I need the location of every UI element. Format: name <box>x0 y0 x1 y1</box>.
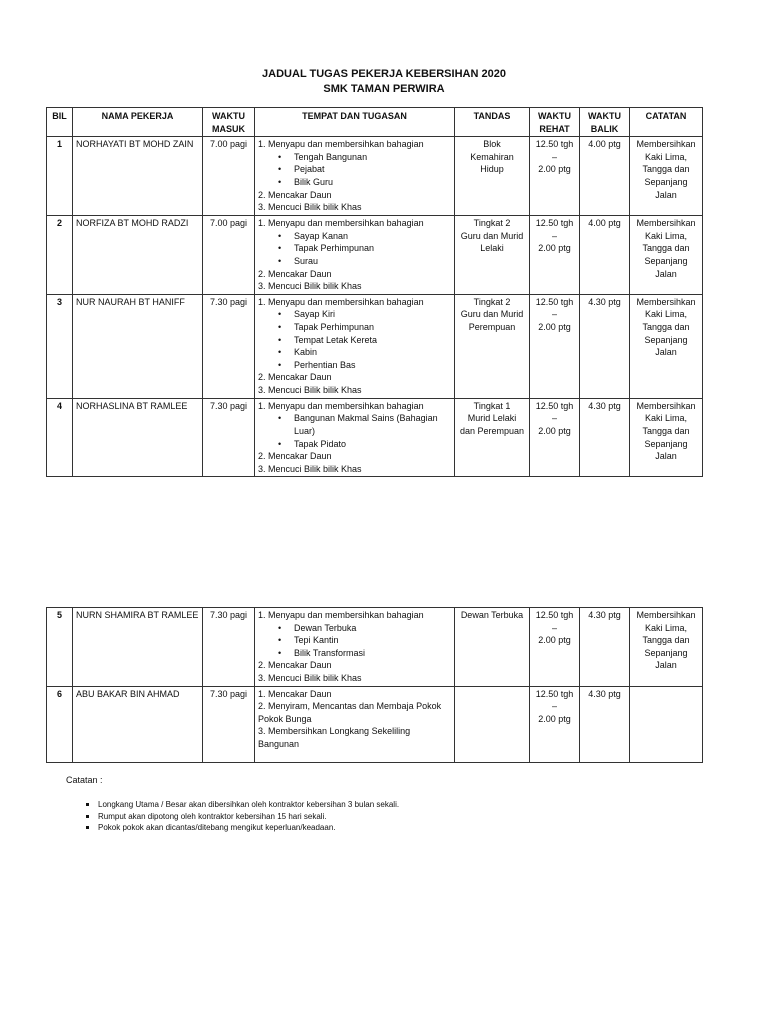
cell-tempat-tugasan <box>255 137 455 216</box>
header-bil: BIL <box>47 108 73 137</box>
rehat-line: 12.50 tgh <box>535 400 574 411</box>
catatan-line: Sepanjang <box>644 255 688 266</box>
task-text: Tepi Kantin <box>294 635 339 646</box>
note-text: Pokok pokok akan dicantas/ditebang mengikut keperluan/keadaan. <box>98 823 336 832</box>
bullet-icon: • <box>278 347 282 358</box>
task-text: Sayap Kiri <box>294 309 336 320</box>
task-text: Sayap Kanan <box>294 230 349 241</box>
cell-waktu-balik: 4.30 ptg <box>580 608 630 687</box>
catatan-line: Jalan <box>655 268 677 279</box>
task-item: 2. Mencakar Daun <box>258 268 332 279</box>
note-text: Longkang Utama / Besar akan dibersihkan oleh kontraktor kebersihan 3 bulan sekali. <box>98 800 400 809</box>
catatan-line: Sepanjang <box>644 647 688 658</box>
rehat-line: 12.50 tgh <box>535 296 574 307</box>
task-item: 1. Menyapu dan membersihkan bahagian <box>258 296 424 307</box>
bullet-icon: • <box>278 243 282 254</box>
rehat-line: – <box>551 622 557 633</box>
cell-waktu-balik: 4.30 ptg <box>580 398 630 477</box>
task-item: 3. Mencuci Bilik bilik Khas <box>258 281 362 292</box>
catatan-line: Tangga dan <box>642 321 690 332</box>
header-waktu-balik: WAKTU BALIK <box>580 108 630 137</box>
task-text: Tapak Perhimpunan <box>294 243 375 254</box>
task-text: Tapak Pidato <box>294 438 347 449</box>
cell-waktu-masuk: 7.30 pagi <box>203 608 255 687</box>
task-item: 2. Mencakar Daun <box>258 660 332 671</box>
cell-waktu-rehat <box>530 608 580 687</box>
bullet-icon: • <box>278 151 282 162</box>
task-text: Kabin <box>294 347 318 358</box>
catatan-line: Tangga dan <box>642 243 690 254</box>
rehat-line: 2.00 ptg <box>538 425 571 436</box>
task-text: Tengah Bangunan <box>294 151 368 162</box>
rehat-line: 2.00 ptg <box>538 243 571 254</box>
cell-bil: 1 <box>47 137 73 216</box>
catatan-line: Membersihkan <box>636 139 696 150</box>
catatan-line: Membersihkan <box>636 610 696 620</box>
bullet-icon: • <box>278 230 282 241</box>
rehat-line: – <box>551 230 557 241</box>
cell-catatan <box>630 686 703 762</box>
header-waktu-rehat: WAKTU REHAT <box>530 108 580 137</box>
catatan-line: Tangga dan <box>642 635 690 646</box>
cell-waktu-masuk: 7.30 pagi <box>203 294 255 398</box>
rehat-line: 12.50 tgh <box>535 688 574 699</box>
cell-waktu-masuk: 7.30 pagi <box>203 398 255 477</box>
cell-waktu-balik: 4.30 ptg <box>580 686 630 762</box>
cell-bil: 2 <box>47 216 73 295</box>
cell-waktu-rehat <box>530 137 580 216</box>
catatan-line: Jalan <box>655 660 677 671</box>
task-item: 1. Menyapu dan membersihkan bahagian <box>258 139 424 150</box>
bullet-icon: • <box>278 321 282 332</box>
task-bullet-item <box>258 230 451 243</box>
square-bullet-icon <box>86 803 89 806</box>
catatan-line: Jalan <box>655 347 677 358</box>
rehat-line: 2.00 ptg <box>538 713 571 724</box>
rehat-line: 12.50 tgh <box>535 218 574 229</box>
cell-nama-pekerja: ABU BAKAR BIN AHMAD <box>73 686 203 762</box>
task-bullet-item <box>258 151 451 164</box>
tandas-line: Tingkat 2 <box>473 296 511 307</box>
task-item: 2. Mencakar Daun <box>258 451 332 462</box>
cell-bil: 6 <box>47 686 73 762</box>
task-text: Tempat Letak Kereta <box>294 334 378 345</box>
tandas-line: Lelaki <box>480 243 504 254</box>
rehat-line: 2.00 ptg <box>538 164 571 175</box>
rehat-line: – <box>551 701 557 712</box>
table-row <box>47 294 703 398</box>
task-bullet-item <box>258 321 451 334</box>
task-bullet-item <box>258 176 451 189</box>
schedule-table-page-top <box>46 107 703 477</box>
task-bullet-item <box>258 334 451 347</box>
bullet-icon: • <box>278 164 282 175</box>
task-text: Pejabat <box>294 164 325 175</box>
tandas-line: Blok <box>483 139 501 150</box>
task-bullet-item <box>258 647 451 660</box>
header-tandas: TANDAS <box>455 108 530 137</box>
cell-waktu-rehat <box>530 216 580 295</box>
catatan-line: Membersihkan <box>636 218 696 229</box>
bullet-icon: • <box>278 413 282 424</box>
cell-nama-pekerja: NURN SHAMIRA BT RAMLEE <box>73 608 203 687</box>
cell-waktu-masuk: 7.00 pagi <box>203 216 255 295</box>
catatan-line: Tangga dan <box>642 425 690 436</box>
notes-list <box>86 799 399 834</box>
cell-catatan <box>630 608 703 687</box>
task-bullet-item <box>258 346 451 359</box>
cell-waktu-balik: 4.00 ptg <box>580 137 630 216</box>
bullet-icon: • <box>278 309 282 320</box>
cell-catatan <box>630 398 703 477</box>
cell-waktu-rehat <box>530 294 580 398</box>
notes-title: Catatan : <box>66 775 103 785</box>
cell-tandas <box>455 216 530 295</box>
school-name: SMK TAMAN PERWIRA <box>323 83 445 95</box>
task-item: 2. Mencakar Daun <box>258 189 332 200</box>
cell-tandas <box>455 608 530 687</box>
cell-catatan <box>630 294 703 398</box>
cell-waktu-rehat <box>530 686 580 762</box>
catatan-line: Kaki Lima, <box>644 622 688 633</box>
bullet-icon: • <box>278 635 282 646</box>
cell-nama-pekerja: NORHASLINA BT RAMLEE <box>73 398 203 477</box>
cell-nama-pekerja: NORHAYATI BT MOHD ZAIN <box>73 137 203 216</box>
bullet-icon: • <box>278 359 282 370</box>
catatan-line: Sepanjang <box>644 176 688 187</box>
task-item: 3. Membersihkan Longkang Sekeliling Bangunan <box>258 726 411 749</box>
bullet-icon: • <box>278 255 282 266</box>
table-row <box>47 398 703 477</box>
cell-tandas <box>455 686 530 762</box>
cell-bil: 3 <box>47 294 73 398</box>
task-text: Tapak Perhimpunan <box>294 321 375 332</box>
cell-nama-pekerja: NORFIZA BT MOHD RADZI <box>73 216 203 295</box>
note-text: Rumput akan dipotong oleh kontraktor kebersihan 15 hari sekali. <box>98 811 327 821</box>
task-item: 3. Mencuci Bilik bilik Khas <box>258 463 362 474</box>
task-bullet-item <box>258 242 451 255</box>
tandas-line: Guru dan Murid <box>460 309 524 320</box>
table-row <box>47 608 703 687</box>
task-bullet-item <box>258 255 451 268</box>
rehat-line: – <box>551 151 557 162</box>
catatan-line: Kaki Lima, <box>644 413 688 424</box>
task-text: Perhentian Bas <box>294 359 356 370</box>
square-bullet-icon <box>86 815 89 818</box>
bullet-icon: • <box>278 622 282 633</box>
cell-tempat-tugasan <box>255 398 455 477</box>
cell-waktu-balik: 4.30 ptg <box>580 294 630 398</box>
task-text: Dewan Terbuka <box>294 622 357 633</box>
note-item <box>86 811 399 823</box>
cell-tempat-tugasan <box>255 608 455 687</box>
task-bullet-item <box>258 308 451 321</box>
catatan-line: Jalan <box>655 451 677 462</box>
header-waktu-masuk: WAKTU MASUK <box>203 108 255 137</box>
tandas-line: Kemahiran <box>470 151 514 162</box>
tandas-line: Murid Lelaki <box>467 413 517 424</box>
catatan-line: Kaki Lima, <box>644 230 688 241</box>
task-text: Bilik Guru <box>294 176 334 187</box>
cell-catatan <box>630 216 703 295</box>
task-text: Bilik Transformasi <box>294 647 366 658</box>
cell-waktu-masuk: 7.00 pagi <box>203 137 255 216</box>
task-text: Bangunan Makmal Sains (Bahagian Luar) <box>294 413 438 436</box>
tandas-line: Tingkat 1 <box>473 400 511 411</box>
tandas-line: Tingkat 2 <box>473 218 511 229</box>
rehat-line: 12.50 tgh <box>535 139 574 150</box>
catatan-line: Membersihkan <box>636 296 696 307</box>
rehat-line: – <box>551 413 557 424</box>
task-bullet-item <box>258 163 451 176</box>
bullet-icon: • <box>278 176 282 187</box>
cell-catatan <box>630 137 703 216</box>
tandas-line: Hidup <box>480 164 504 175</box>
cell-nama-pekerja: NUR NAURAH BT HANIFF <box>73 294 203 398</box>
rehat-line: – <box>551 309 557 320</box>
rehat-line: 2.00 ptg <box>538 635 571 646</box>
bullet-icon: • <box>278 438 282 449</box>
rehat-line: 2.00 ptg <box>538 321 571 332</box>
catatan-line: Jalan <box>655 189 677 200</box>
task-item: 3. Mencuci Bilik bilik Khas <box>258 202 362 213</box>
task-item: 3. Mencuci Bilik bilik Khas <box>258 672 362 683</box>
header-nama: NAMA PEKERJA <box>73 108 203 137</box>
note-item <box>86 799 399 811</box>
table-row <box>47 137 703 216</box>
catatan-line: Sepanjang <box>644 438 688 449</box>
cell-tempat-tugasan <box>255 686 455 762</box>
bullet-icon: • <box>278 647 282 658</box>
task-bullet-item <box>258 412 451 437</box>
task-item: 2. Mencakar Daun <box>258 372 332 383</box>
cell-tempat-tugasan <box>255 216 455 295</box>
cell-tempat-tugasan <box>255 294 455 398</box>
cell-waktu-balik: 4.00 ptg <box>580 216 630 295</box>
tandas-line: Guru dan Murid <box>460 230 524 241</box>
catatan-line: Kaki Lima, <box>644 151 688 162</box>
cell-tandas <box>455 294 530 398</box>
task-bullet-item <box>258 622 451 635</box>
task-item: 2. Menyiram, Mencantas dan Membaja Pokok Pokok Bunga <box>258 701 442 724</box>
tandas-line: Perempuan <box>468 321 516 332</box>
schedule-table-page-bottom <box>46 607 703 763</box>
catatan-line: Membersihkan <box>636 400 696 411</box>
task-bullet-item <box>258 438 451 451</box>
tandas-line: dan Perempuan <box>459 425 525 436</box>
table-row <box>47 216 703 295</box>
table-header-row <box>47 108 703 137</box>
catatan-line: Tangga dan <box>642 164 690 175</box>
cell-tandas <box>455 137 530 216</box>
square-bullet-icon <box>86 826 89 829</box>
task-item: 3. Mencuci Bilik bilik Khas <box>258 384 362 395</box>
note-item <box>86 822 399 834</box>
header-tempat: TEMPAT DAN TUGASAN <box>255 108 455 137</box>
tandas-line: Dewan Terbuka <box>460 610 524 620</box>
rehat-line: 12.50 tgh <box>535 610 574 620</box>
task-text: Surau <box>294 255 319 266</box>
task-item: 1. Menyapu dan membersihkan bahagian <box>258 400 424 411</box>
cell-bil: 5 <box>47 608 73 687</box>
task-item: 1. Mencakar Daun <box>258 688 332 699</box>
task-item: 1. Menyapu dan membersihkan bahagian <box>258 610 424 620</box>
task-item: 1. Menyapu dan membersihkan bahagian <box>258 218 424 229</box>
task-bullet-item <box>258 634 451 647</box>
cell-tandas <box>455 398 530 477</box>
cell-waktu-masuk: 7.30 pagi <box>203 686 255 762</box>
cell-bil: 4 <box>47 398 73 477</box>
task-bullet-item <box>258 359 451 372</box>
document-title: JADUAL TUGAS PEKERJA KEBERSIHAN 2020 <box>262 68 506 80</box>
header-catatan: CATATAN <box>630 108 703 137</box>
cell-waktu-rehat <box>530 398 580 477</box>
catatan-line: Sepanjang <box>644 334 688 345</box>
catatan-line: Kaki Lima, <box>644 309 688 320</box>
table-row <box>47 686 703 762</box>
bullet-icon: • <box>278 334 282 345</box>
